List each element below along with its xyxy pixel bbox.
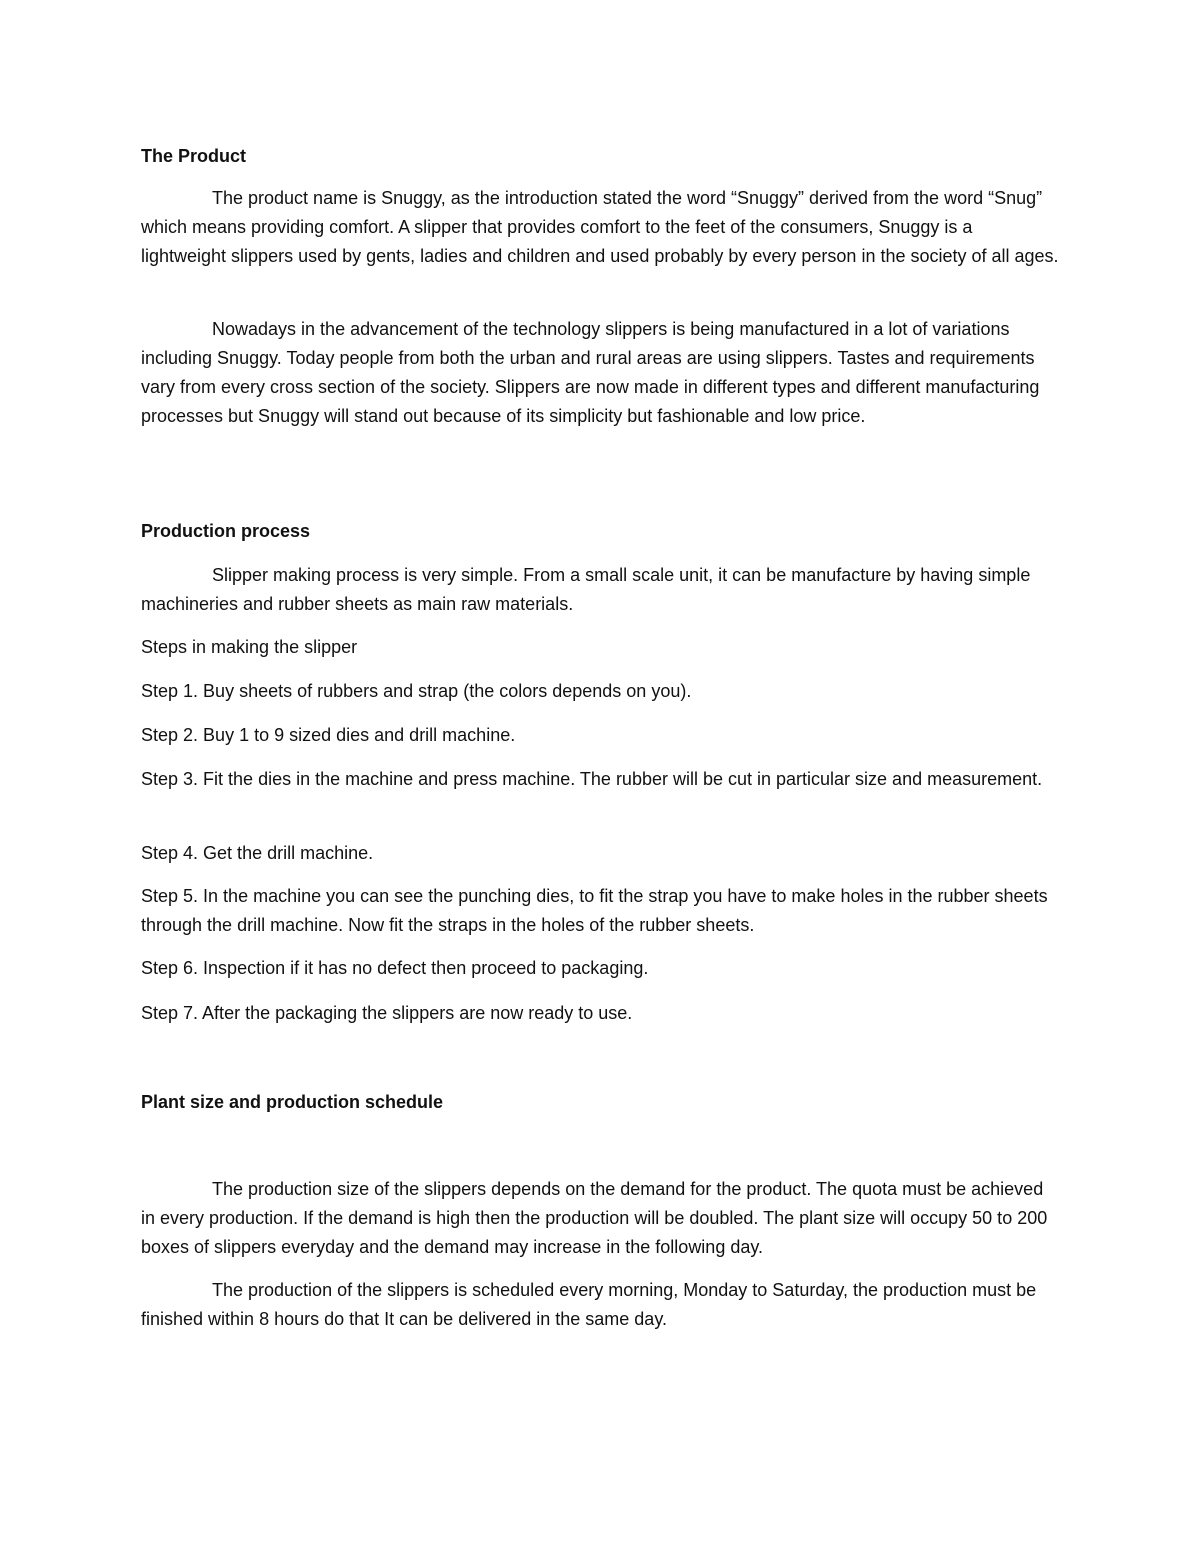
step-label: Step 1. [141, 681, 199, 701]
step-text: Fit the dies in the machine and press machine. The rubber will be cut in particular size and measurement. [198, 769, 1043, 789]
step-text: Buy sheets of rubbers and strap (the colors depends on you). [198, 681, 692, 701]
section-heading-plant-size: Plant size and production schedule [141, 1092, 444, 1112]
step-item [141, 839, 1061, 868]
product-paragraph-1: The product name is Snuggy, as the introduction stated the word “Snuggy” derived from the word “Snug” which means providing comfort. A slipper that provides comfort to the feet of the consumers, Snuggy is a lightweight slippers used by gents, ladies and children and used probably by every person in the society of all ages. [141, 188, 1059, 266]
product-paragraph-2: Nowadays in the advancement of the technology slippers is being manufactured in a lot of variations including Snuggy. Today people from both the urban and rural areas are using slippers. Tastes and requirements vary from every cross section of the society. Slippers are now made in different types and different manufacturing processes but Snuggy will stand out because of its simplicity but fashionable and low price. [141, 319, 1040, 426]
step-label: Step 2. [141, 725, 199, 745]
plant-paragraph-1: The production size of the slippers depends on the demand for the product. The quota must be achieved in every production. If the demand is high then the production will be doubled. The plant size will occupy 50 to 200 boxes of slippers everyday and the demand may increase in the following day. [141, 1179, 1048, 1257]
step-text: Get the drill machine. [198, 843, 374, 863]
step-label: Step 5. [141, 886, 199, 906]
section-heading-production-process: Production process [141, 521, 311, 541]
step-text: After the packaging the slippers are now ready to use. [198, 1003, 633, 1023]
steps-intro: Steps in making the slipper [141, 637, 358, 657]
step-item [141, 765, 1061, 794]
step-text: In the machine you can see the punching dies, to fit the strap you have to make holes in the rubber sheets through the drill machine. Now fit the straps in the holes of the rubber sheets. [141, 886, 1048, 935]
step-label: Step 3. [141, 769, 199, 789]
section-heading-product: The Product [141, 146, 247, 166]
plant-paragraph-2: The production of the slippers is scheduled every morning, Monday to Saturday, the production must be finished within 8 hours do that It can be delivered in the same day. [141, 1280, 1037, 1329]
step-item [141, 677, 1061, 706]
step-label: Step 6. [141, 958, 199, 978]
step-item [141, 954, 1061, 983]
step-text: Buy 1 to 9 sized dies and drill machine. [198, 725, 516, 745]
step-text: Inspection if it has no defect then proceed to packaging. [198, 958, 649, 978]
step-item [141, 882, 1061, 940]
step-item [141, 999, 1061, 1028]
step-label: Step 7. [141, 1003, 199, 1023]
step-item [141, 721, 1061, 750]
step-label: Step 4. [141, 843, 199, 863]
production-process-paragraph: Slipper making process is very simple. From a small scale unit, it can be manufacture by having simple machineries and rubber sheets as main raw materials. [141, 565, 1031, 614]
